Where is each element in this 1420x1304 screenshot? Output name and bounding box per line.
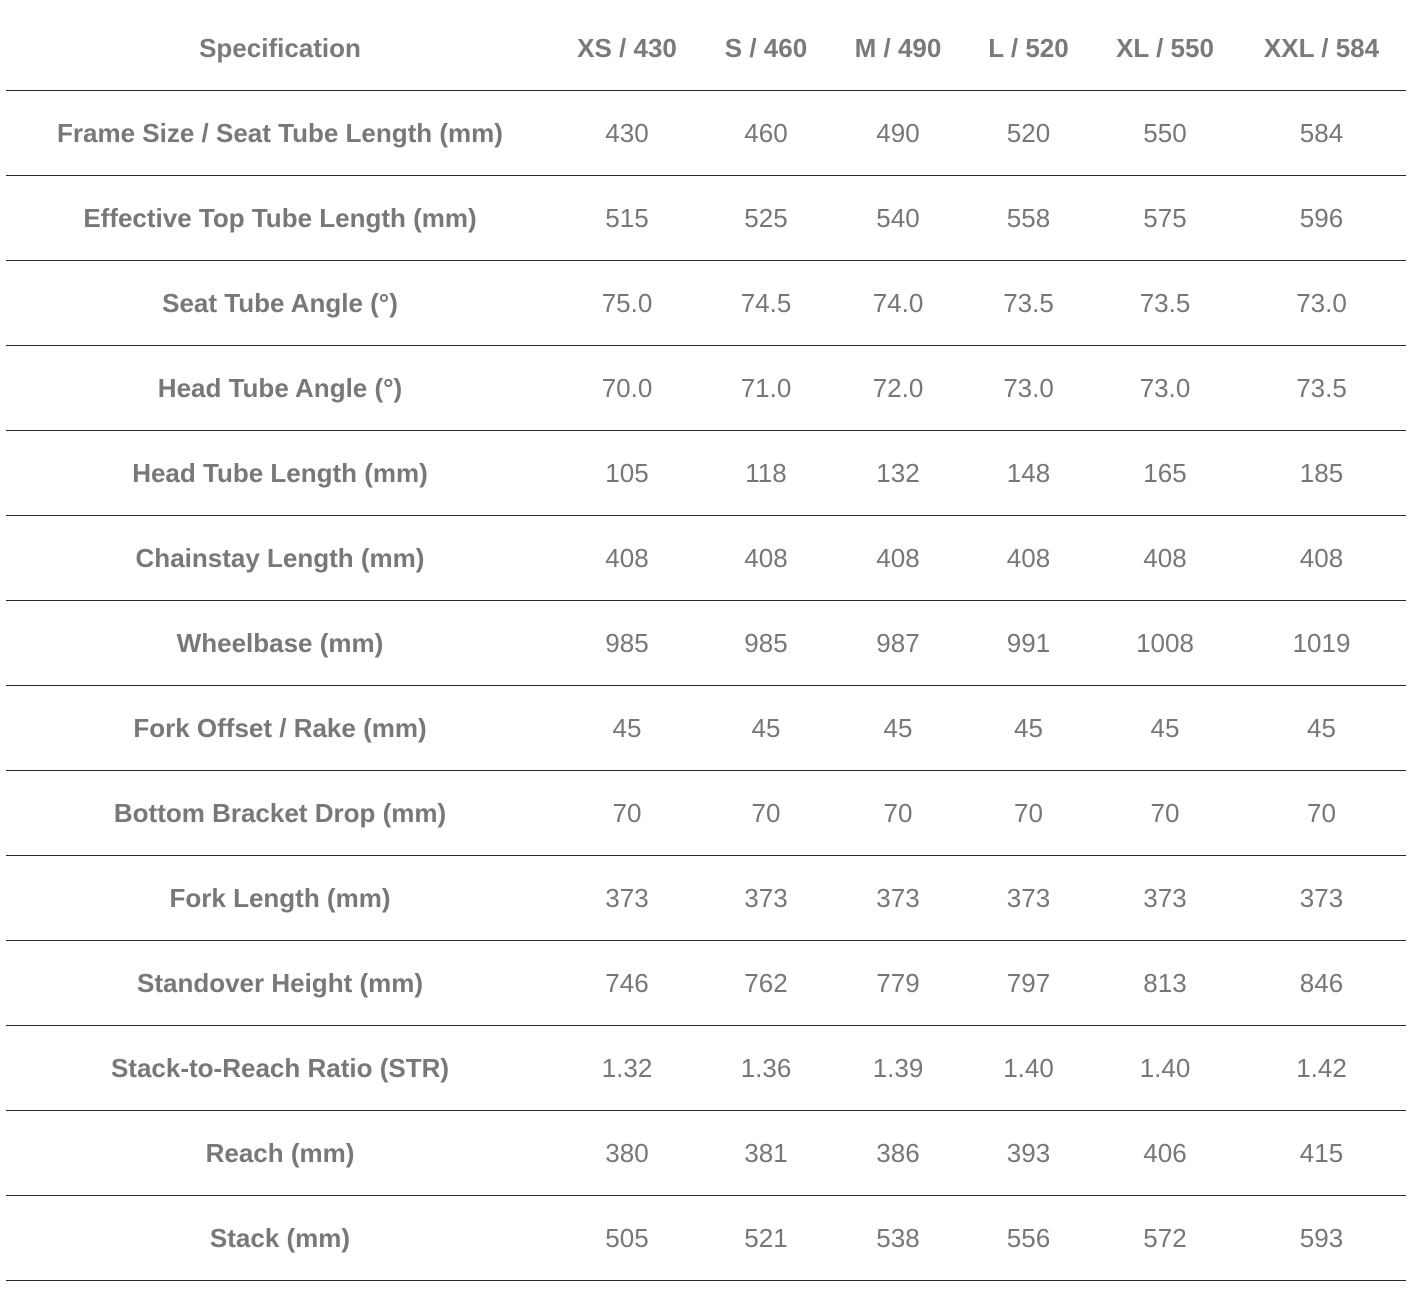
header-size-xl: XL / 550 (1093, 6, 1237, 91)
spec-value-cell: 373 (1093, 856, 1237, 941)
spec-value-cell: 386 (832, 1111, 964, 1196)
spec-value-cell: 408 (700, 516, 832, 601)
spec-value-cell: 746 (554, 941, 700, 1026)
spec-value-cell: 71.0 (700, 346, 832, 431)
spec-value-cell: 985 (700, 601, 832, 686)
spec-value-cell: 381 (700, 1111, 832, 1196)
spec-value-cell: 584 (1237, 91, 1406, 176)
spec-label: Fork Offset / Rake (mm) (6, 686, 554, 771)
spec-label: Chainstay Length (mm) (6, 516, 554, 601)
table-row (6, 516, 1406, 601)
spec-value-cell: 74.0 (832, 261, 964, 346)
spec-value-cell: 593 (1237, 1196, 1406, 1281)
spec-value-cell: 132 (832, 431, 964, 516)
spec-label: Standover Height (mm) (6, 941, 554, 1026)
spec-value-cell: 846 (1237, 941, 1406, 1026)
spec-value-cell: 70.0 (554, 346, 700, 431)
spec-value-cell: 45 (1237, 686, 1406, 771)
header-specification: Specification (6, 6, 554, 91)
spec-value-cell: 1.32 (554, 1026, 700, 1111)
spec-value-cell: 1008 (1093, 601, 1237, 686)
spec-value-cell: 415 (1237, 1111, 1406, 1196)
header-size-xs: XS / 430 (554, 6, 700, 91)
spec-label: Seat Tube Angle (°) (6, 261, 554, 346)
spec-label: Head Tube Length (mm) (6, 431, 554, 516)
spec-label: Bottom Bracket Drop (mm) (6, 771, 554, 856)
spec-value-cell: 540 (832, 176, 964, 261)
spec-value-cell: 45 (554, 686, 700, 771)
spec-value-cell: 185 (1237, 431, 1406, 516)
table-row (6, 91, 1406, 176)
spec-label: Head Tube Angle (°) (6, 346, 554, 431)
spec-value-cell: 572 (1093, 1196, 1237, 1281)
table-body (6, 91, 1406, 1281)
header-size-l: L / 520 (964, 6, 1093, 91)
spec-value-cell: 45 (700, 686, 832, 771)
spec-label: Frame Size / Seat Tube Length (mm) (6, 91, 554, 176)
table-row (6, 346, 1406, 431)
spec-value-cell: 408 (964, 516, 1093, 601)
spec-value-cell: 75.0 (554, 261, 700, 346)
spec-value-cell: 406 (1093, 1111, 1237, 1196)
spec-value-cell: 575 (1093, 176, 1237, 261)
spec-value-cell: 373 (964, 856, 1093, 941)
spec-value-cell: 373 (1237, 856, 1406, 941)
spec-value-cell: 73.0 (1237, 261, 1406, 346)
spec-value-cell: 460 (700, 91, 832, 176)
spec-value-cell: 558 (964, 176, 1093, 261)
table-row (6, 431, 1406, 516)
table-row (6, 686, 1406, 771)
spec-value-cell: 45 (832, 686, 964, 771)
spec-value-cell: 520 (964, 91, 1093, 176)
spec-value-cell: 525 (700, 176, 832, 261)
header-size-m: M / 490 (832, 6, 964, 91)
spec-value-cell: 408 (832, 516, 964, 601)
spec-value-cell: 779 (832, 941, 964, 1026)
spec-label: Effective Top Tube Length (mm) (6, 176, 554, 261)
spec-value-cell: 596 (1237, 176, 1406, 261)
spec-label: Wheelbase (mm) (6, 601, 554, 686)
spec-value-cell: 550 (1093, 91, 1237, 176)
spec-label: Stack (mm) (6, 1196, 554, 1281)
table-row (6, 176, 1406, 261)
spec-value-cell: 373 (700, 856, 832, 941)
spec-value-cell: 515 (554, 176, 700, 261)
spec-value-cell: 373 (832, 856, 964, 941)
spec-value-cell: 165 (1093, 431, 1237, 516)
spec-value-cell: 70 (700, 771, 832, 856)
spec-value-cell: 987 (832, 601, 964, 686)
spec-value-cell: 1.42 (1237, 1026, 1406, 1111)
spec-value-cell: 1.40 (1093, 1026, 1237, 1111)
spec-value-cell: 73.0 (1093, 346, 1237, 431)
spec-value-cell: 556 (964, 1196, 1093, 1281)
spec-value-cell: 393 (964, 1111, 1093, 1196)
spec-value-cell: 1.36 (700, 1026, 832, 1111)
geometry-table-container (6, 6, 1406, 1281)
spec-label: Reach (mm) (6, 1111, 554, 1196)
header-row (6, 6, 1406, 91)
spec-value-cell: 505 (554, 1196, 700, 1281)
spec-value-cell: 797 (964, 941, 1093, 1026)
table-row (6, 941, 1406, 1026)
spec-value-cell: 45 (1093, 686, 1237, 771)
spec-value-cell: 45 (964, 686, 1093, 771)
spec-value-cell: 70 (964, 771, 1093, 856)
header-size-s: S / 460 (700, 6, 832, 91)
table-row (6, 1196, 1406, 1281)
spec-value-cell: 118 (700, 431, 832, 516)
spec-value-cell: 70 (832, 771, 964, 856)
spec-value-cell: 73.5 (1237, 346, 1406, 431)
spec-value-cell: 521 (700, 1196, 832, 1281)
spec-value-cell: 73.5 (964, 261, 1093, 346)
spec-value-cell: 1019 (1237, 601, 1406, 686)
spec-label: Fork Length (mm) (6, 856, 554, 941)
spec-value-cell: 985 (554, 601, 700, 686)
table-row (6, 601, 1406, 686)
header-size-xxl: XXL / 584 (1237, 6, 1406, 91)
table-row (6, 1026, 1406, 1111)
spec-value-cell: 762 (700, 941, 832, 1026)
spec-value-cell: 380 (554, 1111, 700, 1196)
spec-value-cell: 74.5 (700, 261, 832, 346)
spec-value-cell: 1.40 (964, 1026, 1093, 1111)
spec-value-cell: 373 (554, 856, 700, 941)
table-row (6, 1111, 1406, 1196)
geometry-table (6, 6, 1406, 1281)
spec-value-cell: 408 (1237, 516, 1406, 601)
spec-value-cell: 813 (1093, 941, 1237, 1026)
spec-value-cell: 408 (554, 516, 700, 601)
spec-value-cell: 105 (554, 431, 700, 516)
spec-value-cell: 70 (1237, 771, 1406, 856)
spec-value-cell: 70 (1093, 771, 1237, 856)
spec-value-cell: 70 (554, 771, 700, 856)
spec-value-cell: 538 (832, 1196, 964, 1281)
table-header (6, 6, 1406, 91)
table-row (6, 261, 1406, 346)
spec-value-cell: 991 (964, 601, 1093, 686)
spec-value-cell: 73.5 (1093, 261, 1237, 346)
table-row (6, 856, 1406, 941)
spec-value-cell: 148 (964, 431, 1093, 516)
spec-value-cell: 72.0 (832, 346, 964, 431)
spec-value-cell: 408 (1093, 516, 1237, 601)
spec-value-cell: 430 (554, 91, 700, 176)
spec-value-cell: 73.0 (964, 346, 1093, 431)
spec-value-cell: 1.39 (832, 1026, 964, 1111)
table-row (6, 771, 1406, 856)
spec-label: Stack-to-Reach Ratio (STR) (6, 1026, 554, 1111)
spec-value-cell: 490 (832, 91, 964, 176)
